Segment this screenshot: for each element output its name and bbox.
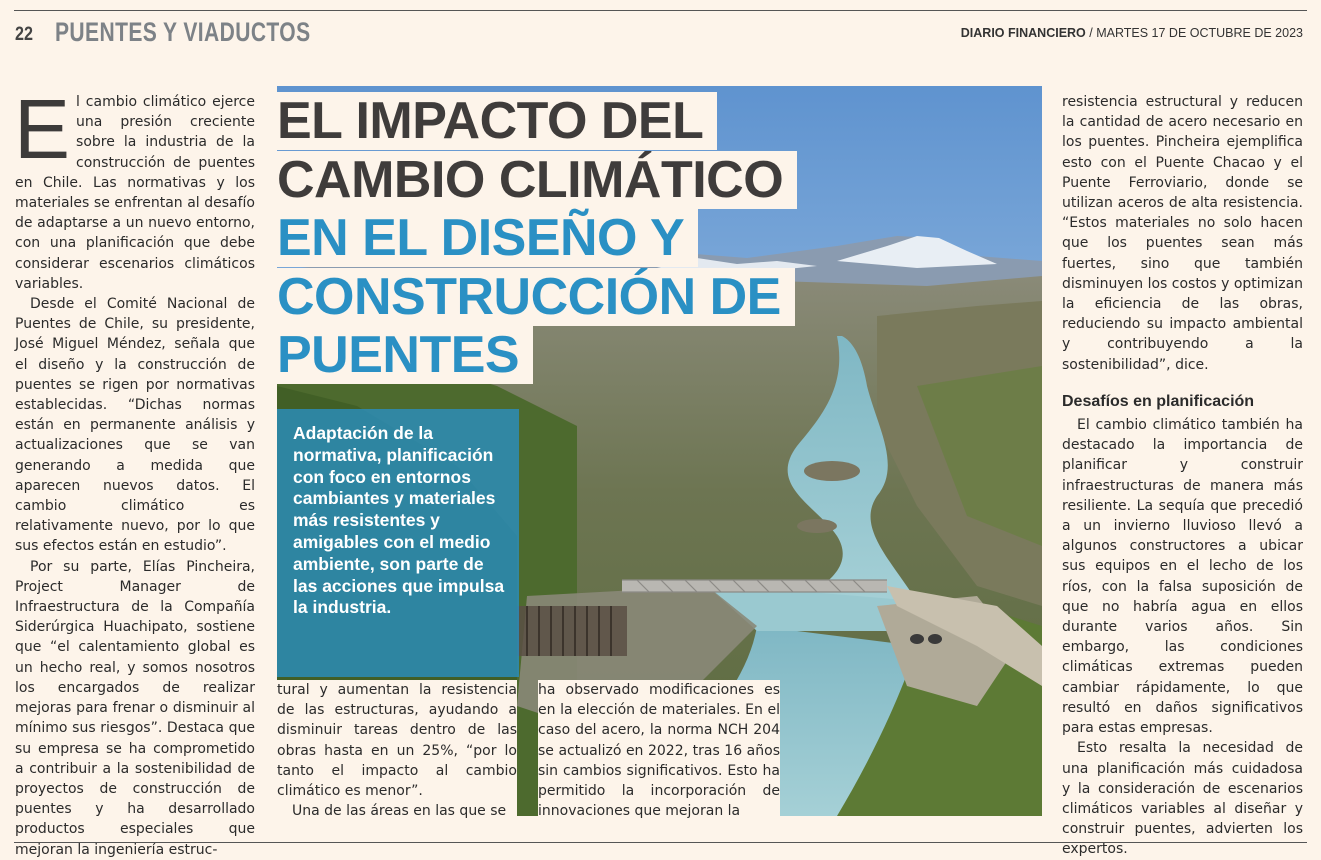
subheading: Desafíos en planificación — [1062, 392, 1255, 410]
article-paragraph: El cambio climático ejerce una presión creciente sobre la industria de la construcción de puentes en Chile. Las normativas y los materiales se enfrentan al desafío de adaptarse a un nuevo entorno, con una planificación que debe considerar escenarios climáticos variables. — [14, 82, 255, 292]
article-paragraph: ha observado modificaciones es en la elección de materiales. En el caso del acero, la norma NCH 204 se actualizó en 2022, tras 16 años sin cambios significativos. Esto ha permitido la incorporación de innovaciones que mejoran la — [538, 682, 780, 820]
headline — [277, 92, 837, 385]
section-title: PUENTES Y VIADUCTOS — [55, 17, 311, 47]
article-column-3 — [1062, 92, 1303, 860]
callout-box — [277, 409, 519, 677]
article-column-2b — [538, 680, 780, 821]
drop-cap: E — [14, 82, 71, 176]
article-paragraph: Desde el Comité Nacional de Puentes de Chile, su presidente, José Miguel Méndez, señala que el diseño y la construcción de puentes se rigen por normativas establecidas. “Dichas normas están en permanente análisis y actualizaciones que se van generando a medida que aparecen nuevos datos. El cambio climático es relativamente nuevo, por lo que sus efectos están en estudio”. — [15, 296, 255, 555]
article-column-2a — [277, 680, 517, 821]
article-paragraph: Una de las áreas en las que se — [292, 803, 507, 820]
headline-line: PUENTES — [277, 326, 533, 384]
article-paragraph: Por su parte, Elías Pincheira, Project Manager de Infraestructura de la Compañía Siderúrgica Huachipato, sostiene que “el calentamiento global es un hecho real, y somos nosotros los encargados de realizar mejoras para frenar o disminuir al mínimo sus riesgos”. Destaca que su empresa se ha comprometido a contribuir a la sostenibilidad de proyectos de construcción de puentes y ha desarrollado productos especiales que mejoran la ingeniería estruc- — [15, 558, 255, 858]
article-paragraph: Esto resalta la necesidad de una planificación más cuidadosa y la consideración de escenarios climáticos variables al diseñar y construir puentes, advierten los expertos. — [1062, 740, 1303, 858]
top-rule — [14, 10, 1307, 11]
headline-line: CAMBIO CLIMÁTICO — [277, 151, 797, 209]
bottom-rule — [14, 842, 1307, 843]
headline-line: CONSTRUCCIÓN DE — [277, 268, 795, 326]
callout-text: Adaptación de la normativa, planificación con foco en entornos cambiantes y materiales más resistentes y amigables con el medio ambiente, son parte de las acciones que impulsa la industria. — [293, 423, 505, 618]
article-paragraph: El cambio climático también ha destacado la importancia de planificar y construir infraestructuras de manera más resiliente. La sequía que precedió a un invierno lluvioso llevó a algunos constructores a ubicar sus equipos en el lecho de los ríos, con la falsa suposición de que no habría agua en ellos durante varios años. Sin embargo, las condiciones climáticas extremas pueden cambiar rápidamente, lo que resultó en daños significativos para estas empresas. — [1062, 417, 1303, 737]
article-paragraph: tural y aumentan la resistencia de las estructuras, ayudando a disminuir tareas dentro de las obras hasta en un 25%, “por lo tanto el impacto al cambio climático es menor”. — [277, 682, 517, 800]
page-number: 22 — [15, 24, 33, 45]
issue-date: / MARTES 17 DE OCTUBRE DE 2023 — [1089, 26, 1303, 40]
publication-name: DIARIO FINANCIERO — [960, 26, 1086, 40]
masthead — [961, 26, 1303, 40]
headline-line: EN EL DISEÑO Y — [277, 209, 698, 267]
article-column-1 — [14, 82, 255, 860]
headline-line: EL IMPACTO DEL — [277, 92, 717, 150]
article-paragraph: resistencia estructural y reducen la cantidad de acero necesario en los puentes. Pincheira ejemplifica esto con el Puente Chacao y el Puente Ferroviario, donde se utilizan aceros de alta resistencia. “Estos materiales no solo hacen que los puentes sean más fuertes, sino que también disminuyen los costos y optimizan la eficiencia de las obras, reduciendo su impacto ambiental y contribuyendo a la sostenibilidad”, dice. — [1062, 94, 1304, 373]
